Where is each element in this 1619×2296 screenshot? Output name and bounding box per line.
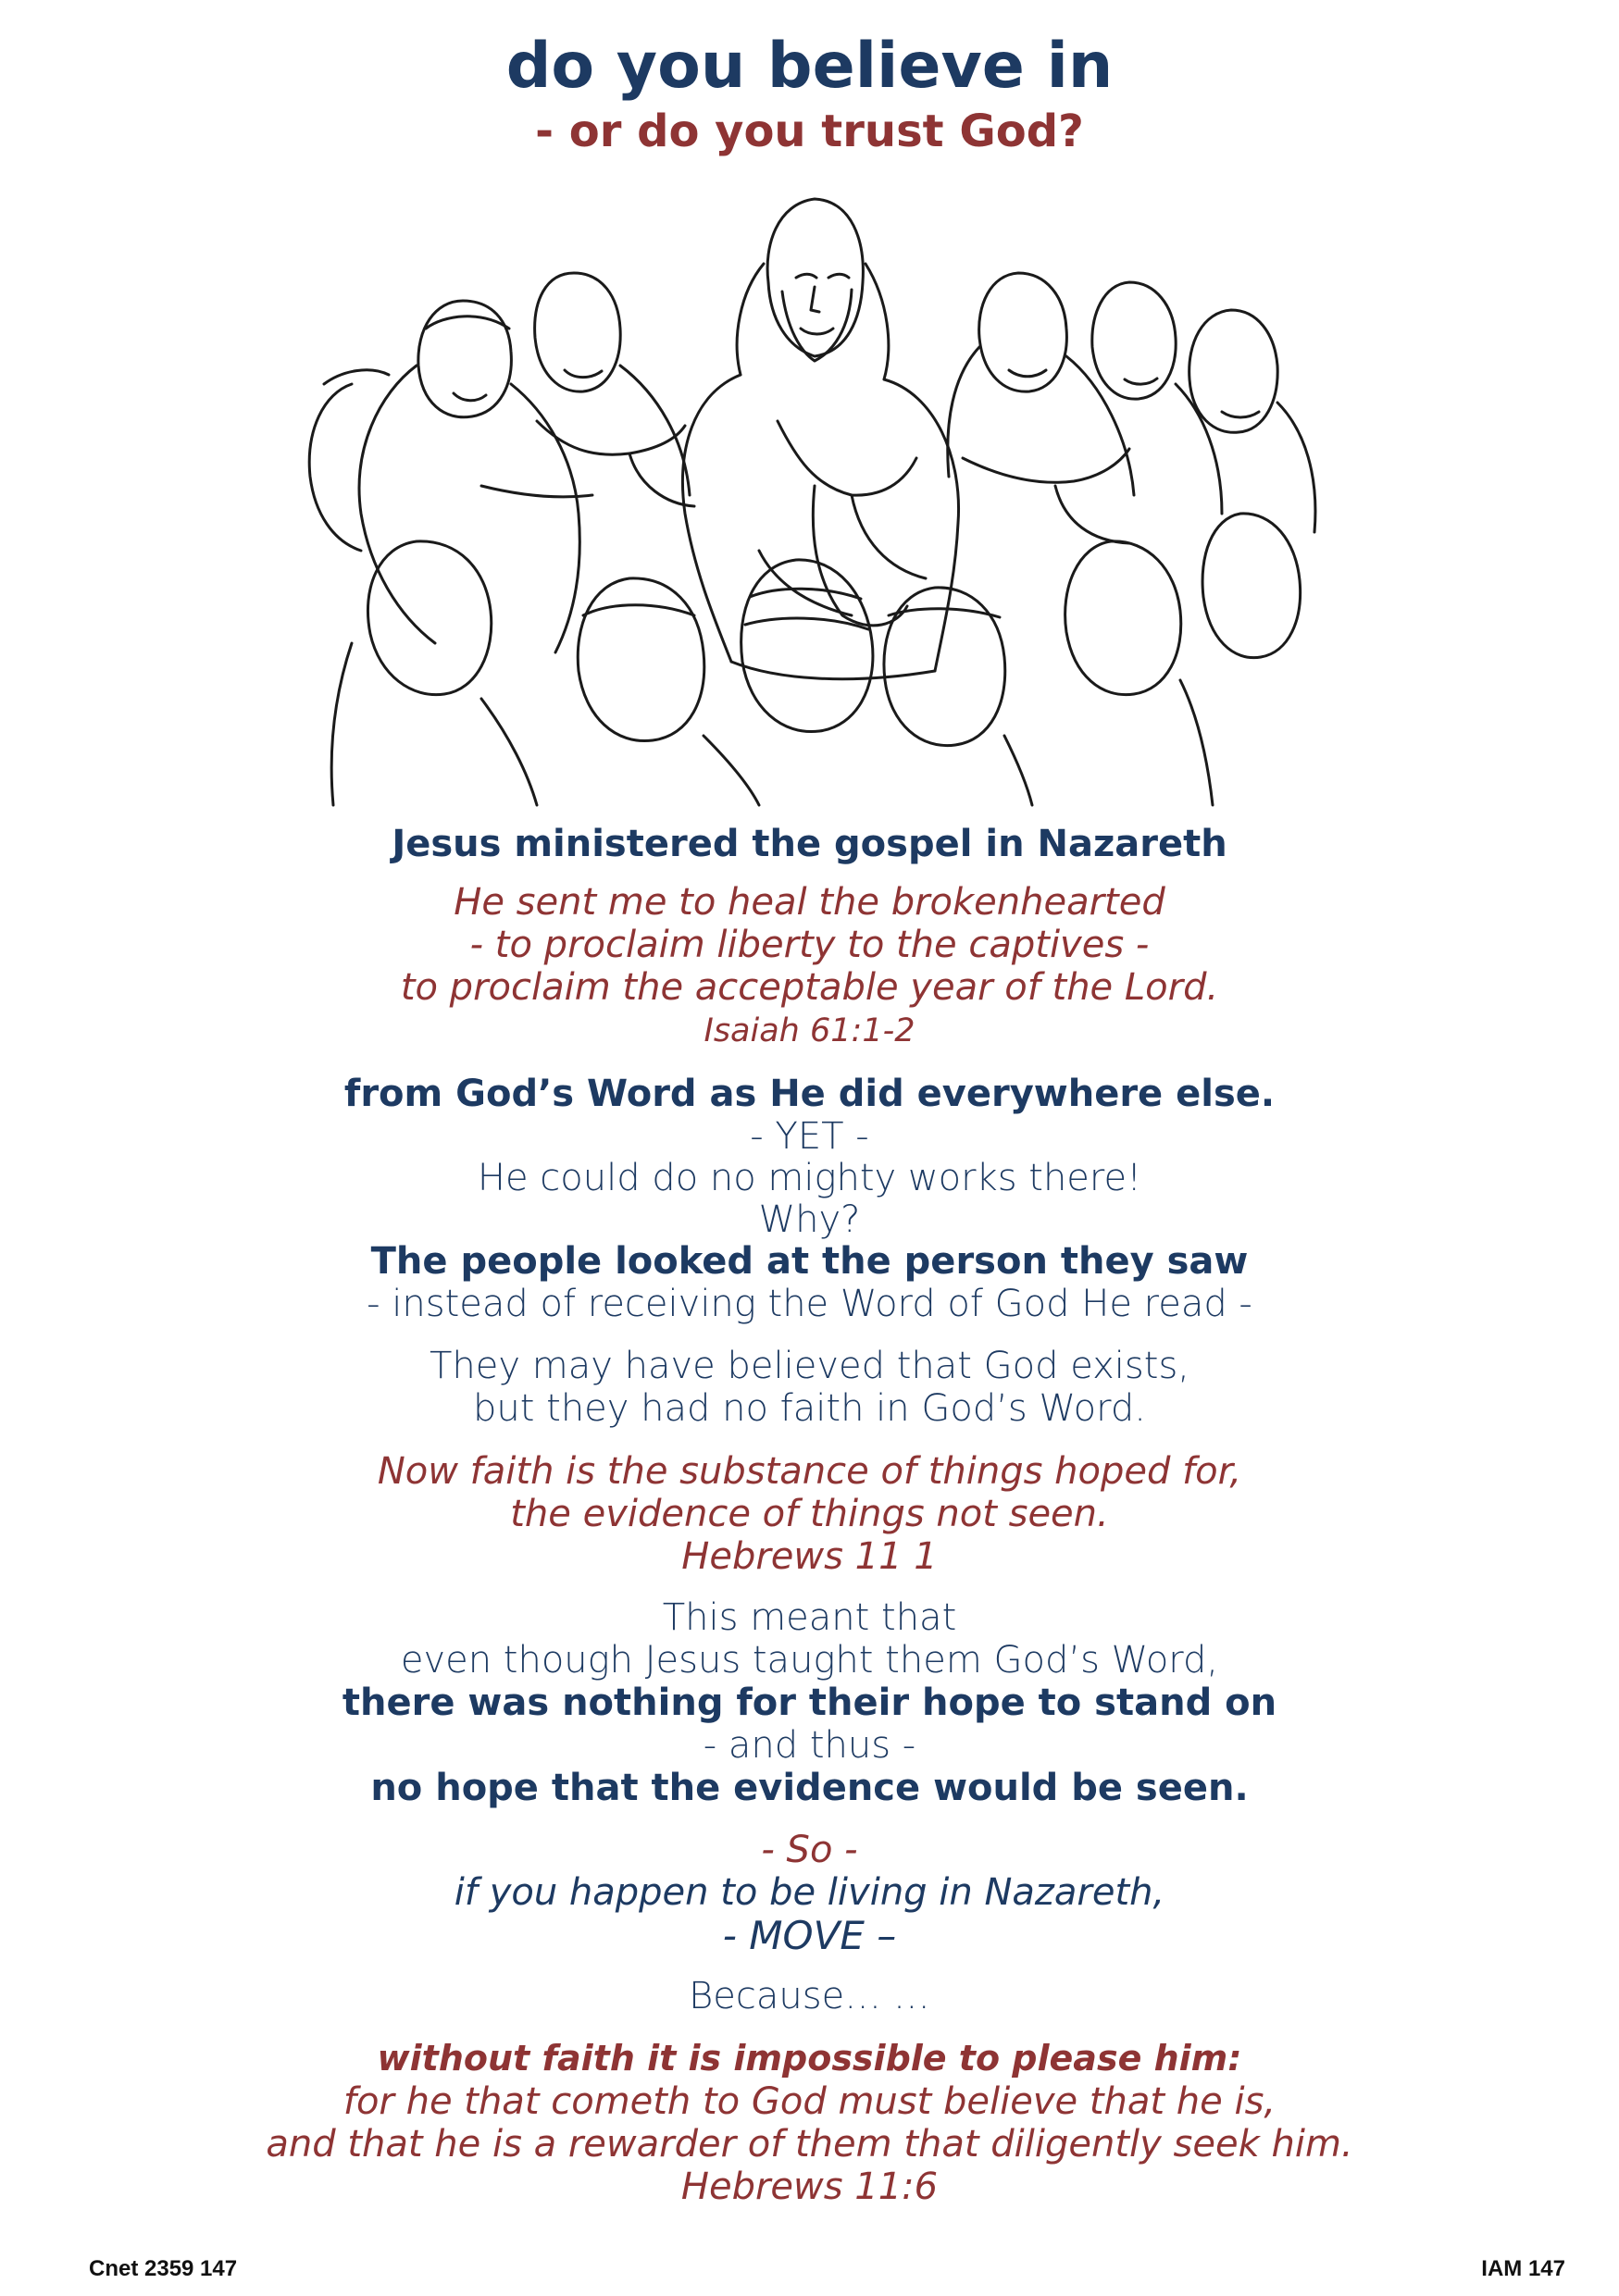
heading-nothing-to-stand-on: there was nothing for their hope to stand on <box>342 1682 1277 1724</box>
quote-cometh-to-god: for he that cometh to God must believe that he is, <box>342 2080 1277 2123</box>
heading-from-gods-word: from God’s Word as He did everywhere else. <box>343 1073 1276 1115</box>
quote-isaiah-line-3: to proclaim the acceptable year of the Lord. <box>400 966 1219 1009</box>
quote-without-faith: without faith it is impossible to please him: <box>377 2038 1242 2079</box>
text-move: - MOVE – <box>722 1913 897 1958</box>
quote-isaiah-line-1: He sent me to heal the brokenhearted <box>454 881 1165 924</box>
page-title: do you believe in <box>505 30 1114 103</box>
quote-hebrews-line-2: the evidence of things not seen. <box>510 1493 1109 1535</box>
quote-hebrews-reference: Hebrews 11 1 <box>681 1535 938 1578</box>
heading-no-hope: no hope that the evidence would be seen. <box>370 1767 1249 1809</box>
heading-ministered: Jesus ministered the gospel in Nazareth <box>392 823 1227 865</box>
quote-rewarder: and that he is a rewarder of them that diligently seek him. <box>266 2123 1353 2166</box>
text-if-living-in-nazareth: if you happen to be living in Nazareth, <box>454 1871 1165 1914</box>
quote-hebrews-line-1: Now faith is the substance of things hoped for, <box>377 1450 1242 1493</box>
footer-left-code: Cnet 2359 147 <box>89 2256 238 2281</box>
footer-right-code: IAM 147 <box>1481 2256 1565 2281</box>
text-no-mighty-works: He could do no mighty works there! <box>477 1157 1142 1199</box>
jesus-with-disciples-icon <box>296 180 1333 810</box>
quote-isaiah-reference: Isaiah 61:1-2 <box>704 1012 915 1049</box>
heading-people-looked: The people looked at the person they saw <box>370 1240 1249 1283</box>
right-disciples <box>948 273 1315 543</box>
text-even-though: even though Jesus taught them God’s Word, <box>400 1639 1219 1682</box>
text-and-thus: - and thus - <box>703 1724 916 1767</box>
text-believed-god-exists: They may have believed that God exists, <box>429 1345 1189 1387</box>
quote-isaiah-line-2: - to proclaim liberty to the captives - <box>469 924 1150 966</box>
left-disciples <box>309 273 694 652</box>
text-this-meant: This meant that <box>662 1596 957 1639</box>
text-no-faith: but they had no faith in God’s Word. <box>473 1387 1146 1430</box>
central-figure <box>683 199 959 679</box>
text-instead-of-receiving: - instead of receiving the Word of God He read - <box>367 1283 1252 1325</box>
page-subtitle: - or do you trust God? <box>535 105 1084 157</box>
text-because: Because… … <box>689 1975 930 2017</box>
quote-hebrews-11-6-reference: Hebrews 11:6 <box>680 2166 939 2208</box>
text-so: - So - <box>761 1829 858 1871</box>
text-yet: - YET - <box>750 1115 869 1158</box>
text-why: Why? <box>758 1198 861 1241</box>
